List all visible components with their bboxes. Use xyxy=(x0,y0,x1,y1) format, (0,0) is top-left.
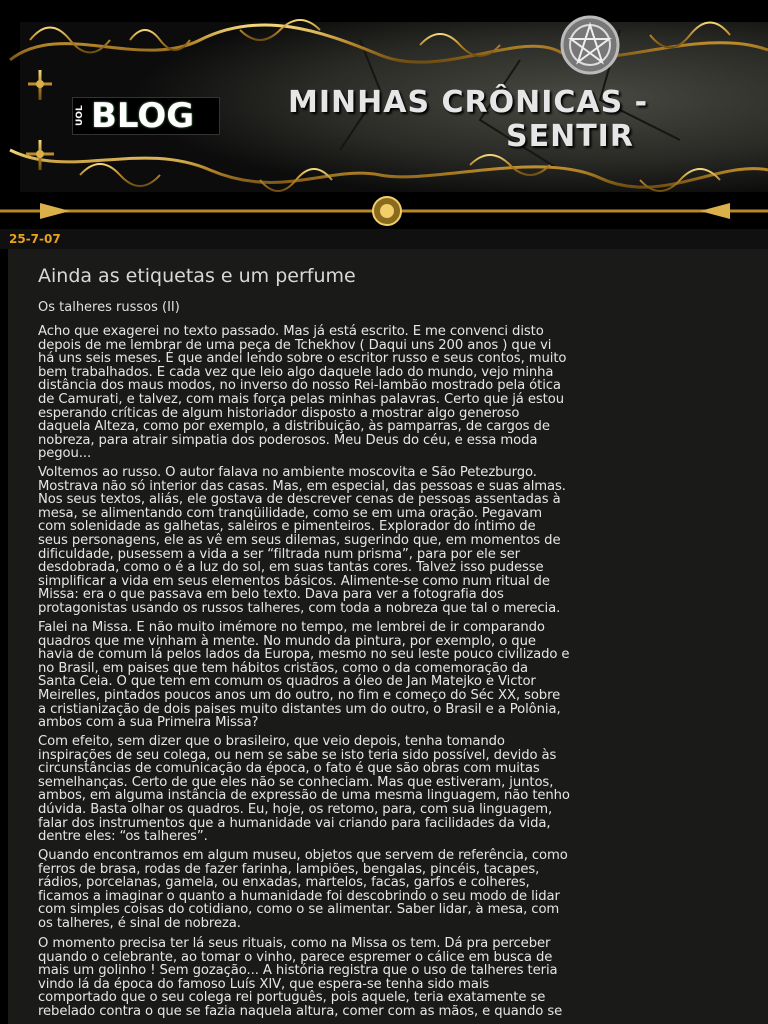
post-body xyxy=(8,249,768,1024)
blog-title-line-1: MINHAS CRÔNICAS - xyxy=(288,85,649,120)
post-date-bar xyxy=(0,229,768,249)
paragraph: O momento precisa ter lá seus rituais, como na Missa os tem. Dá pra perceber quando o celebrante, ao tomar o vinho, parece espremer o cálice em busca de mais um golinho ! Sem gozação... A história registra que o uso de talheres teria vindo lá da época do famoso Luís XIV, que espera-se tenha sido mais comportado que o seu colega rei português, pois aquele, teria exatamente se rebelado contra o que se fazia naquela altura, comer com as mãos, e quando se xyxy=(38,936,563,1019)
paragraph: Falei na Missa. E não muito imémore no tempo, me lembrei de ir comparando quadros que me vinham à mente. No mundo da pintura, por exemplo, o que havia de comum lá pelos lados da Europa, mesmo no seu leste pouco civilizado e no Brasil, em paises que tem hábitos cristãos, como o da comemoração da Santa Ceia. O que tem em comum os quadros a óleo de Jan Matejko e Victor Meirelles, pintados poucos anos um do outro, no fim e começo do Séc XX, sobre a cristianização de dois paises muito distantes um do outro, o Brasil e a Polônia, ambos com a sua Primeira Missa? xyxy=(38,620,570,731)
paragraph: Acho que exagerei no texto passado. Mas já está escrito. E me convenci disto depois de me lembrar de uma peça de Tchekhov ( Daqui uns 200 anos ) que vi há uns seis meses. É que andei lendo sobre o escritor russo e seus contos, muito bem trabalhados. E cada vez que leio algo daquele lado do mundo, vejo minha distância dos maus modos, no inverso do nosso Rei-lambão mostrado pela ótica de Camurati, e talvez, com mais força pelas minhas palavras. Certo que já estou esperando críticas de algum historiador disposto a mostrar algo generoso daquela Alteza, como por exemplo, a distribuição, às pamparras, de cargos de nobreza, para atrair simpatia dos poderosos. Meu Deus do céu, e essa moda pegou... xyxy=(38,324,567,462)
post-date: 25-7-07 xyxy=(9,232,61,246)
post-subtitle: Os talheres russos (II) xyxy=(38,300,180,315)
paragraph: Com efeito, sem dizer que o brasileiro, que veio depois, tenha tomando inspirações de seu colega, ou nem se sabe se isto teria sido possível, devido às circunstâncias de comunicação da época, o fato é que são obras com muitas semelhanças. Certo de que eles não se conheciam. Mas que estiveram, juntos, ambos, em alguma instância de expressão de uma mesma linguagem, não tenho dúvida. Basta olhar os quadros. Eu, hoje, os retomo, para, com sua linguagem, falar dos instrumentos que a humanidade vai criando para facilidades da vida, dentre eles: “os talheres”. xyxy=(38,734,570,845)
logo-blog-text: BLOG xyxy=(91,96,195,136)
paragraph: Quando encontramos em algum museu, objetos que servem de referência, como ferros de brasa, rodas de fazer farinha, lampiões, bengalas, pincéis, tacapes, rádios, porcelanas, gamela, ou enxadas, martelos, facas, garfos e colheres, ficamos a imaginar o quanto a humanidade foi descobrindo o seu modo de lidar com simples coisas do cotidiano, como o se alimentar. Saber lidar, à mesa, com os talheres, é sinal de nobreza. xyxy=(38,848,568,931)
blog-title-line-2: SENTIR xyxy=(506,119,634,154)
uol-blog-logo[interactable] xyxy=(72,97,220,135)
blog-title[interactable] xyxy=(288,86,768,154)
logo-uol-text: UOL xyxy=(75,105,85,127)
blog-header xyxy=(0,0,768,226)
post-title[interactable]: Ainda as etiquetas e um perfume xyxy=(38,265,356,287)
paragraph: Voltemos ao russo. O autor falava no ambiente moscovita e São Petezburgo. Mostrava não só interior das casas. Mas, em especial, das pessoas e suas almas. Nos seus textos, aliás, ele gostava de descrever cenas de pessoas assentadas à mesa, se alimentando com tranqüilidade, como se em uma oração. Pegavam com solenidade as galhetas, saleiros e pimenteiros. Explorador do íntimo de seus personagens, ele as vê em seus dilemas, sugerindo que, em momentos de dificuldade, pusessem a vida a ser “filtrada num prisma”, para por ele ser desdobrada, como o é a luz do sol, em suas tantas cores. Talvez isso pudesse simplificar a vida em seus elementos básicos. Alimente-se como num ritual de Missa: era o que passava em belo texto. Dava para ver a fotografia dos protagonistas usando os russos talheres, com toda a nobreza que tal o merecia. xyxy=(38,465,566,616)
